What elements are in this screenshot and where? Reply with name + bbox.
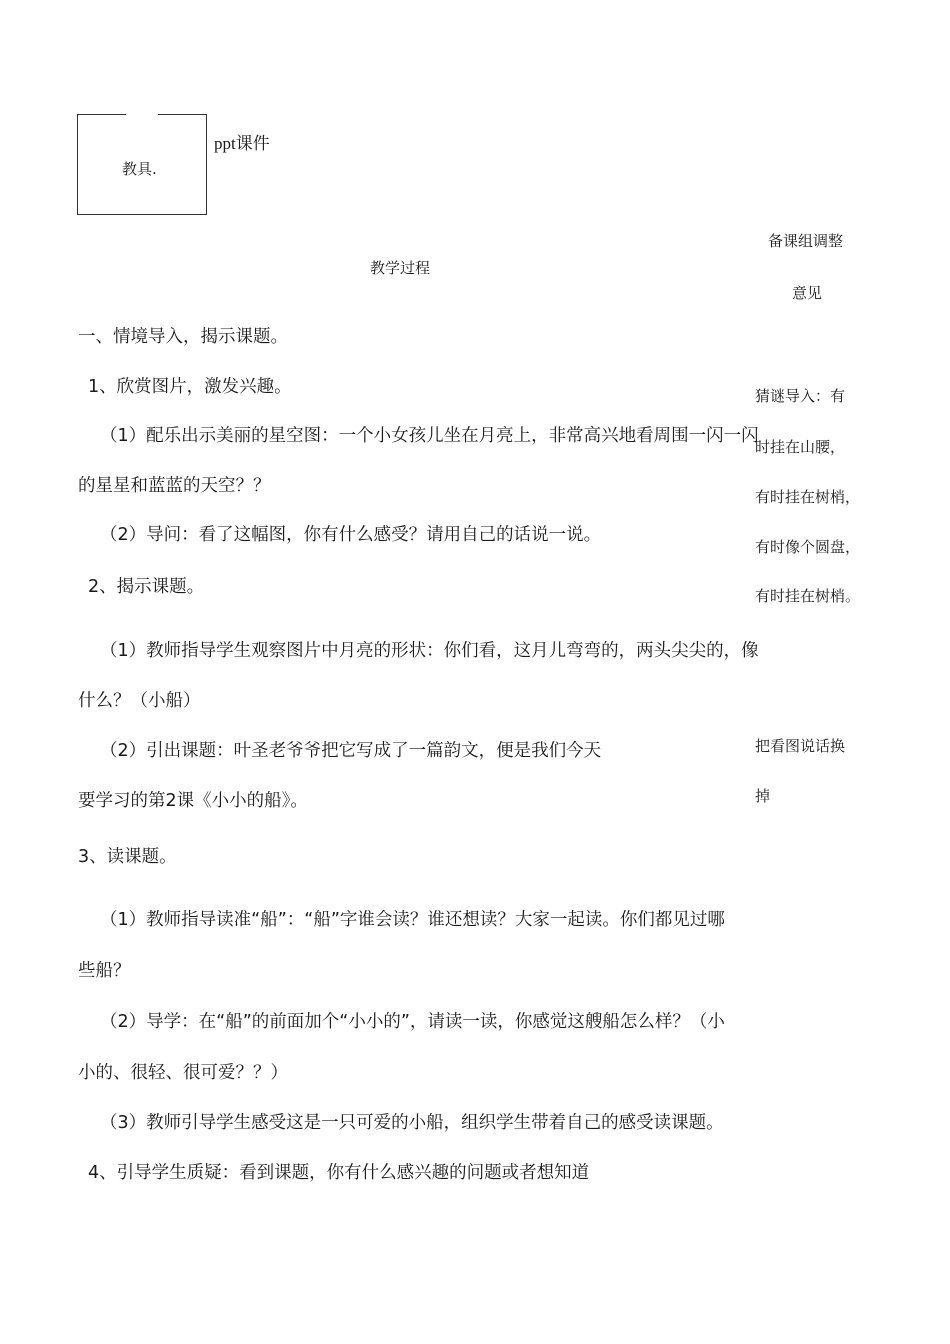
note-line: 掉 [755, 787, 771, 805]
paragraph-line: （2）引出课题：叶圣老爷爷把它写成了一篇韵文，便是我们今天 [100, 741, 602, 761]
paragraph-line: （2）导学：在“船”的前面加个“小小的”，请读一读，你感觉这艘船怎么样？（小 [100, 1012, 725, 1032]
note-line: 有时挂在树梢， [755, 488, 861, 506]
paragraph-line: （1）配乐出示美丽的星空图：一个小女孩儿坐在月亮上，非常高兴地看周围一闪一闪 [100, 426, 759, 446]
paragraph-line: 小的、很轻、很可爱？？） [78, 1063, 288, 1083]
tool-label: 教具. [122, 160, 157, 178]
tool-cell [77, 114, 207, 215]
paragraph-line: 什么？（小船） [78, 691, 201, 711]
paragraph-line: 些船？ [78, 961, 131, 981]
note-line: 把看图说话换 [755, 737, 846, 755]
note-line: 有时像个圆盘， [755, 538, 861, 556]
section-heading: 一、情境导入，揭示课题。 [78, 327, 288, 347]
paragraph-line: 要学习的第2课《小小的船》。 [78, 791, 308, 811]
paragraph-line: （2）导问：看了这幅图，你有什么感受？请用自己的话说一说。 [100, 525, 602, 545]
note-line: 猜谜导入：有 [755, 387, 846, 405]
step-heading: 1、欣赏图片，激发兴趣。 [88, 377, 292, 397]
process-title: 教学过程 [370, 259, 431, 277]
step-heading: 2、揭示课题。 [88, 577, 205, 597]
paragraph-line: （1）教师指导学生观察图片中月亮的形状：你们看，这月儿弯弯的，两头尖尖的，像 [100, 641, 759, 661]
note-header-line2: 意见 [792, 284, 823, 302]
step-heading: 3、读课题。 [78, 847, 177, 867]
paragraph-line: 的星星和蓝蓝的天空？？ [78, 476, 271, 496]
tool-value: ppt课件 [214, 134, 270, 153]
note-header-line1: 备课组调整 [768, 232, 844, 250]
paragraph-line: （1）教师指导读准“船”：“船”字谁会读？谁还想读？大家一起读。你们都见过哪 [100, 910, 725, 930]
note-line: 有时挂在树梢。 [755, 587, 861, 605]
note-line: 时挂在山腰， [755, 438, 846, 456]
box-border-gap [126, 112, 158, 118]
step-heading: 4、引导学生质疑：看到课题，你有什么感兴趣的问题或者想知道 [88, 1163, 590, 1183]
paragraph-line: （3）教师引导学生感受这是一只可爱的小船，组织学生带着自己的感受读课题。 [100, 1113, 724, 1133]
